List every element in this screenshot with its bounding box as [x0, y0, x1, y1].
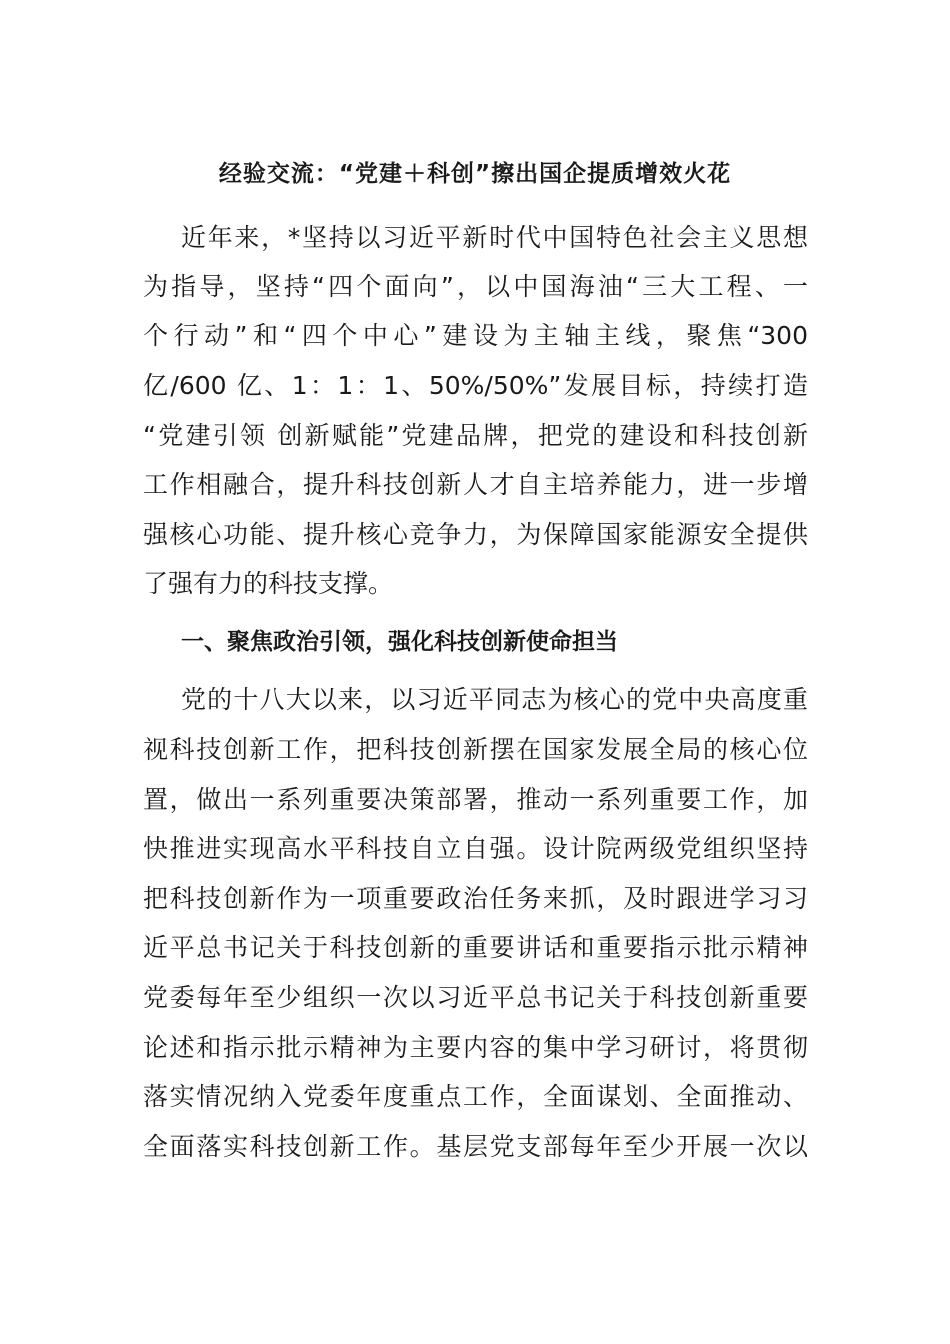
paragraph-line: 落实情况纳入党委年度重点工作，全面谋划、全面推动、: [143, 1082, 808, 1111]
paragraph-line: 置，做出一系列重要决策部署，推动一系列重要工作，加: [143, 785, 808, 814]
paragraph-line: 视科技创新工作，把科技创新摆在国家发展全局的核心位: [143, 735, 808, 764]
paragraph-line: 工作相融合，提升科技创新人才自主培养能力，进一步增: [143, 470, 808, 499]
paragraph-line: 了强有力的科技支撑。: [143, 569, 394, 598]
paragraph-line: 党的十八大以来，以习近平同志为核心的党中央高度重: [181, 685, 808, 714]
paragraph-line: 近平总书记关于科技创新的重要讲话和重要指示批示精神: [143, 933, 808, 962]
paragraph-line: 近年来，*坚持以习近平新时代中国特色社会主义思想: [181, 223, 808, 252]
paragraph-line: 强核心功能、提升核心竞争力，为保障国家能源安全提供: [143, 520, 808, 549]
paragraph-line: 论述和指示批示精神为主要内容的集中学习研讨，将贯彻: [143, 1033, 808, 1062]
paragraph-line: 把科技创新作为一项重要政治任务来抓，及时跟进学习习: [143, 884, 808, 913]
paragraph-line: 党委每年至少组织一次以习近平总书记关于科技创新重要: [143, 983, 808, 1012]
paragraph-line: 全面落实科技创新工作。基层党支部每年至少开展一次以: [143, 1132, 808, 1161]
section-heading: 一、聚焦政治引领，强化科技创新使命担当: [181, 629, 618, 655]
paragraph-line: “党建引领 创新赋能”党建品牌，把党的建设和科技创新: [143, 421, 808, 450]
document-title: 经验交流：“党建＋科创”擦出国企提质增效火花: [218, 161, 732, 187]
paragraph-line: 快推进实现高水平科技自立自强。设计院两级党组织坚持: [143, 834, 808, 863]
paragraph-line: 为指导，坚持“四个面向”，以中国海油“三大工程、一: [143, 272, 808, 301]
paragraph-line: 亿/600 亿、1：1：1、50%/50%”发展目标，持续打造: [143, 371, 808, 400]
paragraph-line: 个行动”和“四个中心”建设为主轴主线，聚焦“300: [143, 321, 808, 350]
